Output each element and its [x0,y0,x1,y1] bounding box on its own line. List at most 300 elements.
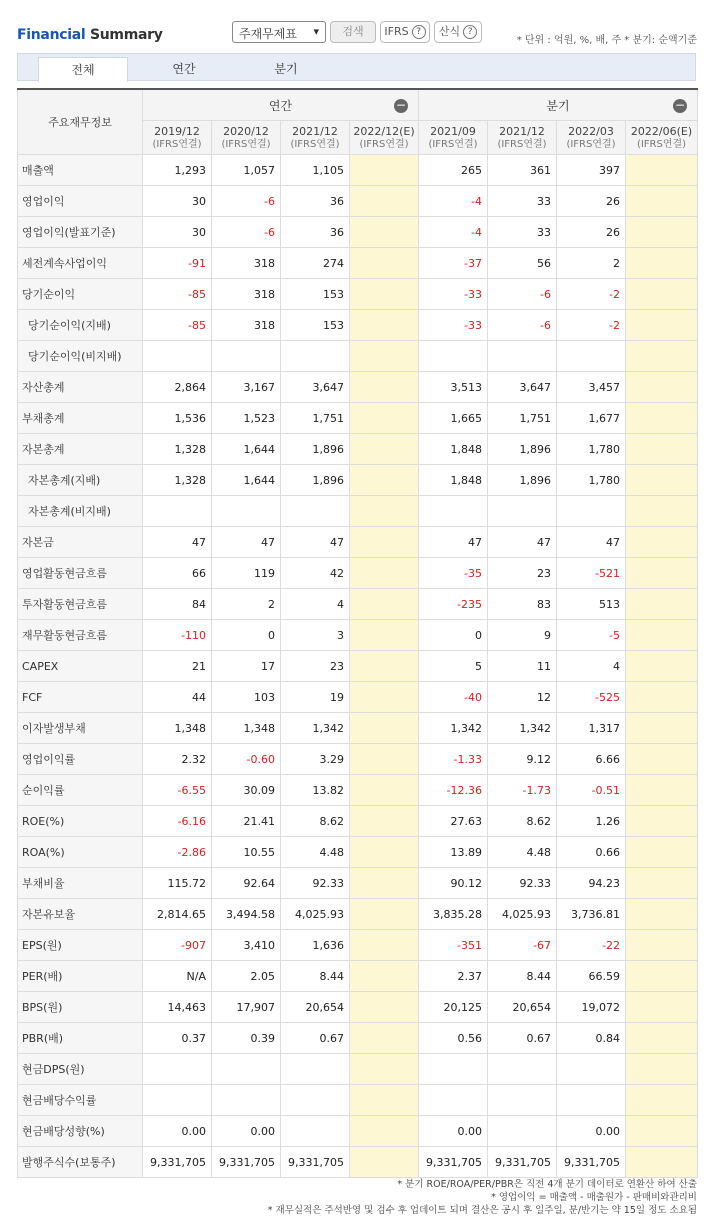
table-cell [626,248,698,279]
ifrs-help-button[interactable]: IFRS ? [380,21,430,43]
table-cell: 19,072 [557,992,626,1023]
row-label: 현금배당수익률 [18,1085,143,1116]
table-cell: 1,342 [419,713,488,744]
table-cell: 0.00 [557,1116,626,1147]
row-label: 자본총계(비지배) [18,496,143,527]
table-cell: 3,736.81 [557,899,626,930]
table-cell: 8.62 [281,806,350,837]
table-cell: -6 [488,279,557,310]
table-cell: 0.39 [212,1023,281,1054]
table-cell [626,682,698,713]
table-row [18,868,698,899]
table-cell: 153 [281,310,350,341]
table-cell: 0.67 [488,1023,557,1054]
table-cell: -1.73 [488,775,557,806]
table-cell [350,434,419,465]
table-cell [350,744,419,775]
table-cell: 1,105 [281,155,350,186]
table-cell: 1,317 [557,713,626,744]
table-cell: 3 [281,620,350,651]
table-cell: 2.37 [419,961,488,992]
table-cell [143,496,212,527]
row-label: 당기순이익(지배) [18,310,143,341]
table-cell [557,1085,626,1116]
summary-header [0,0,707,50]
table-cell: 33 [488,186,557,217]
table-cell: 1,780 [557,465,626,496]
table-cell: -22 [557,930,626,961]
row-label: 현금배당성향(%) [18,1116,143,1147]
table-cell: 1,896 [488,434,557,465]
table-cell [626,1147,698,1178]
table-cell: 3,494.58 [212,899,281,930]
formula-help-button[interactable]: 산식 ? [434,21,482,43]
table-row [18,837,698,868]
table-cell [350,527,419,558]
table-cell: -2.86 [143,837,212,868]
table-cell: -4 [419,217,488,248]
table-cell: 4.48 [281,837,350,868]
table-cell: 1,665 [419,403,488,434]
table-cell: 47 [281,527,350,558]
tab-all[interactable]: 전체 [38,57,128,82]
table-row [18,1147,698,1178]
table-cell: 8.44 [281,961,350,992]
table-row [18,372,698,403]
table-row [18,651,698,682]
table-cell [281,496,350,527]
question-icon: ? [463,25,477,39]
period-header [212,121,281,155]
row-label: 세전계속사업이익 [18,248,143,279]
row-label: 자본금 [18,527,143,558]
table-cell [350,279,419,310]
table-cell [626,651,698,682]
table-cell: 2,864 [143,372,212,403]
table-cell: 1,896 [281,465,350,496]
table-cell [350,248,419,279]
table-cell [488,1054,557,1085]
period-basis: (IFRS연결) [428,138,478,150]
table-cell [488,1085,557,1116]
collapse-annual-icon[interactable]: − [395,98,407,112]
table-cell [143,1085,212,1116]
table-cell: 90.12 [419,868,488,899]
financial-summary-table [17,88,698,1178]
table-cell [557,341,626,372]
period-date: 2022/03 [568,124,614,138]
table-cell: 1,896 [488,465,557,496]
table-cell: 9,331,705 [419,1147,488,1178]
table-cell: 1,751 [281,403,350,434]
period-basis: (IFRS연결) [290,138,340,150]
table-row [18,620,698,651]
table-cell: -5 [557,620,626,651]
table-cell [626,1023,698,1054]
table-cell [350,1023,419,1054]
page-title: Financial Summary [17,27,163,43]
table-cell: 2.32 [143,744,212,775]
table-cell: 3.29 [281,744,350,775]
row-label: 현금DPS(원) [18,1054,143,1085]
table-cell: 4.48 [488,837,557,868]
row-label: 이자발생부채 [18,713,143,744]
footnotes [268,1178,697,1217]
statement-select-value: 주재무제표 [239,27,297,41]
table-cell: 0.00 [212,1116,281,1147]
row-label: FCF [18,682,143,713]
table-cell [350,1147,419,1178]
table-cell [626,434,698,465]
table-cell: -2 [557,279,626,310]
table-cell [350,992,419,1023]
row-label: 자산총계 [18,372,143,403]
table-cell: 318 [212,310,281,341]
table-cell: 23 [488,558,557,589]
table-cell: 2 [212,589,281,620]
row-label: 자본총계(지배) [18,465,143,496]
table-cell: 1,896 [281,434,350,465]
row-label: PER(배) [18,961,143,992]
table-cell [626,775,698,806]
table-cell: -1.33 [419,744,488,775]
table-cell: 9,331,705 [281,1147,350,1178]
row-label: ROE(%) [18,806,143,837]
period-header [557,121,626,155]
period-date: 2022/06(E) [630,124,693,138]
table-row [18,465,698,496]
table-cell: 0.37 [143,1023,212,1054]
table-row [18,155,698,186]
table-cell: -351 [419,930,488,961]
table-cell: 1,342 [488,713,557,744]
row-label: CAPEX [18,651,143,682]
table-cell: 36 [281,217,350,248]
table-cell [626,806,698,837]
table-row [18,279,698,310]
chevron-down-icon: ▾ [313,25,319,38]
row-label: 당기순이익(비지배) [18,341,143,372]
period-header [488,121,557,155]
table-cell: 318 [212,279,281,310]
table-cell: 11 [488,651,557,682]
table-cell: 1,848 [419,434,488,465]
row-label: 당기순이익 [18,279,143,310]
table-cell: 274 [281,248,350,279]
period-tabs [17,53,696,81]
table-cell: -33 [419,310,488,341]
table-cell: 0.67 [281,1023,350,1054]
footnote: * 분기 ROE/ROA/PER/PBR은 직전 4개 분기 데이터로 연환산 하여 산출 [397,1179,697,1190]
table-cell [557,496,626,527]
table-cell [626,930,698,961]
period-date: 2021/12 [499,124,545,138]
table-cell: -521 [557,558,626,589]
table-cell: 1,328 [143,465,212,496]
table-cell [626,992,698,1023]
table-cell: -85 [143,279,212,310]
table-cell: 361 [488,155,557,186]
table-cell [350,558,419,589]
table-cell: 30 [143,186,212,217]
row-label: 매출액 [18,155,143,186]
table-cell: 94.23 [557,868,626,899]
row-label: 자본유보율 [18,899,143,930]
footnote: * 영업이익 = 매출액 - 매출원가 - 판매비와관리비 [491,1192,697,1203]
table-row [18,248,698,279]
table-cell [281,341,350,372]
table-cell: 115.72 [143,868,212,899]
table-cell: 119 [212,558,281,589]
row-label: 자본총계 [18,434,143,465]
table-cell: 1,636 [281,930,350,961]
table-cell [350,1085,419,1116]
table-cell: 1,057 [212,155,281,186]
table-cell [350,341,419,372]
table-cell: 8.62 [488,806,557,837]
table-cell: -235 [419,589,488,620]
table-row [18,899,698,930]
table-row [18,403,698,434]
table-cell: 56 [488,248,557,279]
table-cell: -6.16 [143,806,212,837]
table-cell: 1,677 [557,403,626,434]
row-label: 영업이익률 [18,744,143,775]
table-cell: 1,328 [143,434,212,465]
table-cell [626,713,698,744]
table-cell: 30.09 [212,775,281,806]
table-cell: 92.33 [281,868,350,899]
table-cell [350,1116,419,1147]
table-cell: 66 [143,558,212,589]
table-cell: 2,814.65 [143,899,212,930]
table-cell: 9,331,705 [143,1147,212,1178]
table-cell: 17 [212,651,281,682]
table-cell: 1,342 [281,713,350,744]
table-cell: 1,348 [212,713,281,744]
table-cell: -2 [557,310,626,341]
collapse-quarter-icon[interactable]: − [674,98,686,112]
table-cell [350,930,419,961]
table-cell: 47 [143,527,212,558]
table-cell: 9.12 [488,744,557,775]
table-cell [143,1054,212,1085]
table-cell [626,558,698,589]
table-cell [350,155,419,186]
table-cell: 10.55 [212,837,281,868]
row-label: 순이익률 [18,775,143,806]
table-row [18,496,698,527]
table-cell: -110 [143,620,212,651]
table-cell: 42 [281,558,350,589]
table-cell [626,868,698,899]
table-cell [350,217,419,248]
table-cell: 3,457 [557,372,626,403]
row-label: 부채총계 [18,403,143,434]
table-row [18,1116,698,1147]
table-cell [350,589,419,620]
table-cell: -85 [143,310,212,341]
table-row [18,961,698,992]
table-cell: -6.55 [143,775,212,806]
table-cell: 83 [488,589,557,620]
table-cell: 2.05 [212,961,281,992]
table-cell [350,961,419,992]
period-date: 2019/12 [154,124,200,138]
table-cell: 0.66 [557,837,626,868]
table-cell [350,868,419,899]
period-header [626,121,698,155]
table-cell: 1,780 [557,434,626,465]
table-cell: 6.66 [557,744,626,775]
table-cell: 13.89 [419,837,488,868]
annual-group-header: 연간 − [143,89,419,121]
row-label: 영업이익(발표기준) [18,217,143,248]
table-cell: 19 [281,682,350,713]
table-cell [143,341,212,372]
table-row [18,527,698,558]
table-cell [626,1116,698,1147]
table-cell [350,620,419,651]
table-cell: 33 [488,217,557,248]
tab-quarter[interactable]: 분기 [274,62,298,76]
table-row [18,341,698,372]
search-button[interactable]: 검색 [330,21,376,43]
table-cell [350,496,419,527]
period-header [281,121,350,155]
table-cell: 20,654 [488,992,557,1023]
row-label: 부채비율 [18,868,143,899]
table-cell: -907 [143,930,212,961]
table-cell: -0.60 [212,744,281,775]
table-cell [350,372,419,403]
table-cell [488,1116,557,1147]
table-cell [626,310,698,341]
table-cell: 1,293 [143,155,212,186]
table-cell: 9,331,705 [488,1147,557,1178]
table-cell: 153 [281,279,350,310]
table-cell: -4 [419,186,488,217]
table-cell [350,837,419,868]
period-basis: (IFRS연결) [359,138,409,150]
table-cell [350,310,419,341]
table-cell [626,341,698,372]
table-row [18,217,698,248]
table-cell: 47 [212,527,281,558]
table-cell: 3,647 [281,372,350,403]
table-cell: 21 [143,651,212,682]
table-row [18,806,698,837]
table-cell [626,279,698,310]
period-basis: (IFRS연결) [636,138,687,150]
table-cell [488,341,557,372]
table-cell: 5 [419,651,488,682]
table-row [18,589,698,620]
table-cell [626,961,698,992]
table-cell [626,217,698,248]
table-cell: 0.00 [143,1116,212,1147]
table-cell [626,589,698,620]
period-header [419,121,488,155]
statement-select[interactable] [232,21,326,43]
table-row [18,930,698,961]
table-row [18,1085,698,1116]
row-label: ROA(%) [18,837,143,868]
table-row [18,186,698,217]
row-label: 영업활동현금흐름 [18,558,143,589]
table-cell [212,496,281,527]
table-cell [350,651,419,682]
table-cell: 3,647 [488,372,557,403]
table-cell: 26 [557,186,626,217]
table-cell: 47 [488,527,557,558]
table-cell: 0.00 [419,1116,488,1147]
period-header [350,121,419,155]
table-cell: 0 [419,620,488,651]
table-cell: -37 [419,248,488,279]
table-cell: 47 [557,527,626,558]
row-label: PBR(배) [18,1023,143,1054]
table-cell: 30 [143,217,212,248]
row-label: 투자활동현금흐름 [18,589,143,620]
table-cell: 84 [143,589,212,620]
table-cell: 1,848 [419,465,488,496]
period-basis: (IFRS연결) [566,138,616,150]
table-cell [419,496,488,527]
period-header [143,121,212,155]
table-cell: 1,644 [212,465,281,496]
table-cell: 44 [143,682,212,713]
table-cell: 4 [557,651,626,682]
table-cell [281,1085,350,1116]
table-cell: 2 [557,248,626,279]
table-row [18,310,698,341]
table-cell: -0.51 [557,775,626,806]
table-cell: -6 [212,217,281,248]
table-cell [626,155,698,186]
table-cell: 3,835.28 [419,899,488,930]
table-cell [626,403,698,434]
table-cell: 3,513 [419,372,488,403]
tab-annual[interactable]: 연간 [172,62,196,76]
quarter-group-header: 분기 − [419,89,698,121]
table-cell: 4,025.93 [281,899,350,930]
period-basis: (IFRS연결) [152,138,202,150]
table-row [18,775,698,806]
table-cell: 66.59 [557,961,626,992]
table-cell [626,1054,698,1085]
table-cell: 23 [281,651,350,682]
table-cell: 1,348 [143,713,212,744]
row-label: 재무활동현금흐름 [18,620,143,651]
period-date: 2020/12 [223,124,269,138]
table-cell [350,899,419,930]
corner-header: 주요재무정보 [18,89,143,155]
table-cell: 1,644 [212,434,281,465]
table-cell: -6 [488,310,557,341]
row-label: BPS(원) [18,992,143,1023]
table-cell: 4,025.93 [488,899,557,930]
table-cell [281,1054,350,1085]
table-cell: 0 [212,620,281,651]
table-cell [212,341,281,372]
table-cell [212,1085,281,1116]
table-cell: 92.33 [488,868,557,899]
table-cell: 513 [557,589,626,620]
footnote: * 재무실적은 주석반영 및 검수 후 업데이트 되며 결산은 공시 후 일주일, 분/반기는 약 15일 정도 소요됨 [267,1205,697,1216]
table-cell: 3,167 [212,372,281,403]
table-cell [350,713,419,744]
